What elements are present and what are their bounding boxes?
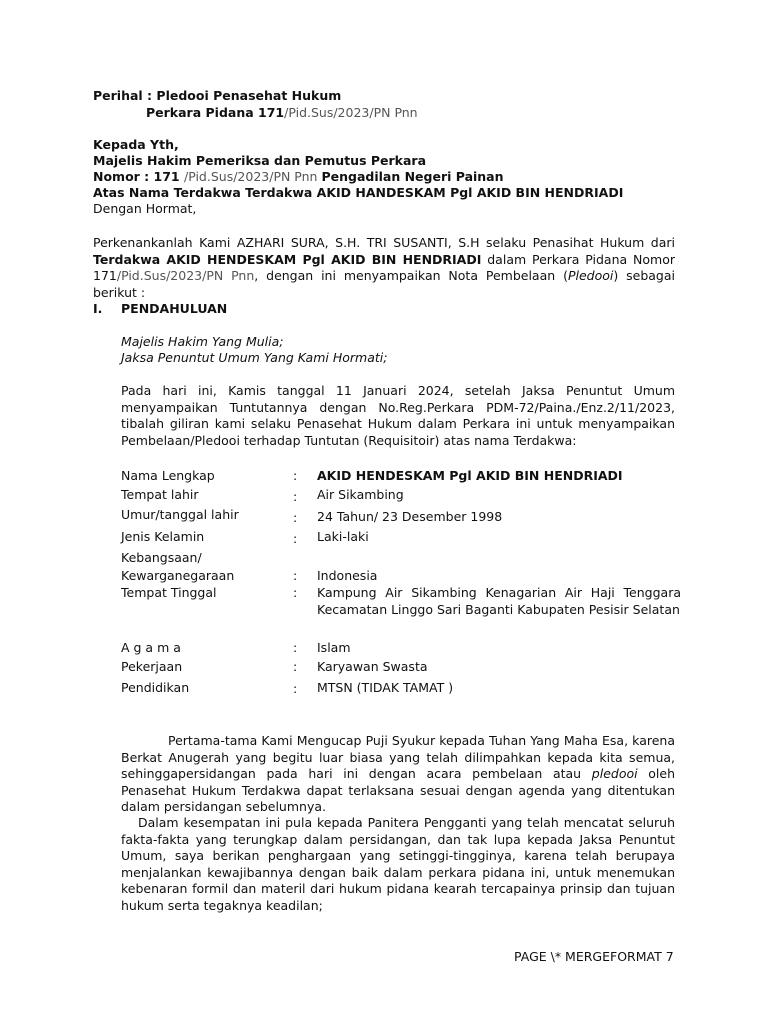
puji-syukur-pledooi: pledooi <box>591 766 638 781</box>
page-footer: PAGE \* MERGEFORMAT 7 <box>514 949 674 964</box>
pekerjaan-label: Pekerjaan <box>121 659 183 674</box>
nama-label: Nama Lengkap <box>121 468 215 483</box>
perihal-line <box>93 88 675 105</box>
para-puji-syukur <box>121 733 675 816</box>
intro-perkara-suffix: /Pid.Sus/2023/PN Pnn <box>116 268 255 283</box>
jenis-kelamin-label: Jenis Kelamin <box>121 529 205 544</box>
umur-value: 24 Tahun/ 23 Desember 1998 <box>317 509 503 524</box>
atas-nama-line: Atas Nama Terdakwa Terdakwa AKID HANDESKAM Pgl AKID BIN HENDRIADI <box>93 185 624 200</box>
kepada-yth: Kepada Yth, <box>93 137 179 152</box>
kebangsaan-label: Kebangsaan/ <box>121 550 202 565</box>
salutation-majelis: Majelis Hakim Yang Mulia; <box>121 334 284 349</box>
tempat-lahir-label: Tempat lahir <box>121 487 199 502</box>
nomor-suffix: Pengadilan Negeri Painan <box>321 169 504 184</box>
kewarganegaraan-label: Kewarganegaraan <box>121 568 235 583</box>
pekerjaan-value: Karyawan Swasta <box>317 659 428 674</box>
perkara-line <box>146 105 728 122</box>
colon: : <box>293 468 298 483</box>
colon: : <box>293 510 298 525</box>
dengan-hormat: Dengan Hormat, <box>93 201 197 216</box>
nomor-prefix: Nomor : 171 <box>93 169 184 184</box>
umur-label: Umur/tanggal lahir <box>121 507 239 522</box>
kewarganegaraan-value: Indonesia <box>317 568 378 583</box>
perkara-suffix: /Pid.Sus/2023/PN Pnn <box>284 105 418 120</box>
pendidikan-label: Pendidikan <box>121 680 190 695</box>
section-title: PENDAHULUAN <box>121 301 228 316</box>
section-number: I. <box>93 301 103 316</box>
colon: : <box>293 489 298 504</box>
tempat-lahir-value: Air Sikambing <box>317 487 404 502</box>
intro-text-1: Perkenankanlah Kami AZHARI SURA, S.H. TRI SUSANTI, S.H selaku Penasihat Hukum dari <box>93 235 675 250</box>
agama-label: A g a m a <box>121 640 181 655</box>
jenis-kelamin-value: Laki-laki <box>317 529 369 544</box>
para-kesempatan: Dalam kesempatan ini pula kepada Panitera Pengganti yang telah mencatat seluruh fakta-fakta yang terungkap dalam persidangan, dan tak lupa kepada Jaksa Penuntut Umum, saya berikan penghargaan yang setinggi-tingginya, karena telah berupaya menjalankan kewajibannya dengan baik dalam perkara pidana ini, untuk menemukan kebenaran formil dan materil dari hukum pidana kearah tercapainya prinsip dan tujuan hukum serta tegaknya keadilan; <box>121 815 675 913</box>
nama-value: AKID HENDESKAM Pgl AKID BIN HENDRIADI <box>317 468 623 483</box>
perihal-label: Perihal : Pledooi Penasehat Hukum <box>93 88 342 103</box>
pendidikan-value: MTSN (TIDAK TAMAT ) <box>317 680 454 695</box>
puji-syukur-text-c: oleh Penasehat Hukum Terdakwa dapat terlaksana sesuai dengan agenda yang ditentukan dalam persidangan sebelumnya. <box>121 766 675 814</box>
puji-syukur-text-a: Pertama-tama Kami Mengucap Puji Syukur kepada Tuhan Yang Maha Esa, karena Berkat Anugerah yang begitu luar biasa yang telah dilimpahkan kepada kita semua, sehinggapersidangan pada hari ini dengan acara pembelaan atau <box>121 733 675 781</box>
colon: : <box>293 681 298 696</box>
nomor-line <box>93 169 675 186</box>
para-tuntutan: Pada hari ini, Kamis tanggal 11 Januari 2024, setelah Jaksa Penuntut Umum menyampaikan Tuntutannya dengan No.Reg.Perkara PDM-72/Paina./Enz.2/11/2023, tibalah giliran kami selaku Penasehat Hukum dalam Perkara ini untuk menyampaikan Pembelaan/Pledooi terhadap Tuntutan (Requisitoir) atas nama Terdakwa: <box>121 383 675 448</box>
salutation-jaksa: Jaksa Penuntut Umum Yang Kami Hormati; <box>121 350 388 365</box>
perkara-prefix: Perkara Pidana 171 <box>146 105 285 120</box>
nomor-mid: /Pid.Sus/2023/PN Pnn <box>183 169 322 184</box>
tempat-tinggal-label: Tempat Tinggal <box>121 585 217 600</box>
tempat-tinggal-value: Kampung Air Sikambing Kenagarian Air Haji Tenggara Kecamatan Linggo Sari Baganti Kabupaten Pesisir Selatan <box>317 585 681 617</box>
colon: : <box>293 568 298 583</box>
colon: : <box>293 585 298 600</box>
colon: : <box>293 531 298 546</box>
majelis-hakim-line: Majelis Hakim Pemeriksa dan Pemutus Perkara <box>93 153 427 168</box>
intro-text-3: dalam Perkara Pidana Nomor 171 <box>93 251 675 283</box>
agama-value: Islam <box>317 640 351 655</box>
identity-row-tempat-tinggal <box>121 585 681 625</box>
colon: : <box>293 640 298 655</box>
intro-paragraph <box>93 235 675 301</box>
intro-text-5: , dengan ini menyampaikan Nota Pembelaan ( <box>254 268 568 283</box>
intro-text-7: ) sebagai berikut : <box>93 268 675 300</box>
intro-terdakwa: Terdakwa AKID HENDESKAM Pgl AKID BIN HENDRIADI <box>93 251 482 267</box>
colon: : <box>293 659 298 674</box>
intro-pledooi: Pledooi <box>567 268 614 283</box>
